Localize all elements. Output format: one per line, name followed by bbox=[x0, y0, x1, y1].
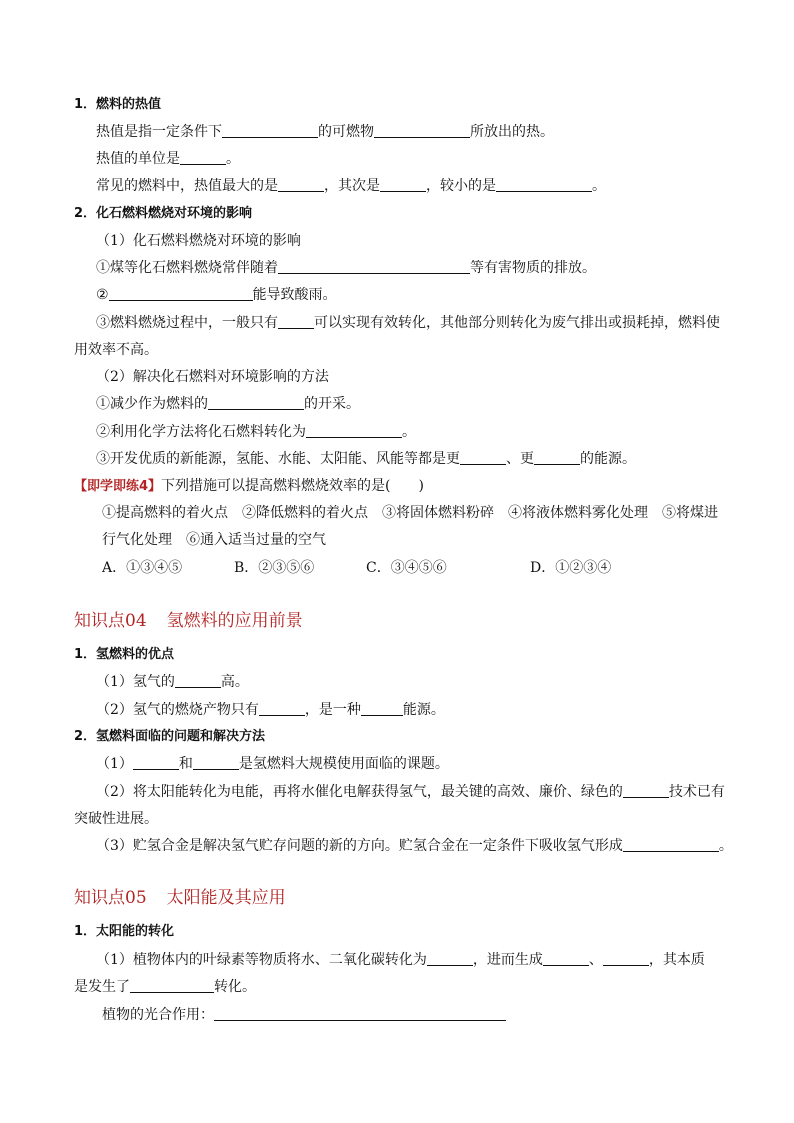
fill-blank[interactable] bbox=[133, 755, 179, 770]
fill-blank[interactable] bbox=[278, 314, 314, 329]
fill-blank[interactable] bbox=[427, 951, 473, 966]
fill-blank[interactable] bbox=[208, 395, 304, 410]
fill-blank[interactable] bbox=[306, 423, 402, 438]
fill-blank[interactable] bbox=[278, 259, 470, 274]
fill-blank[interactable] bbox=[623, 837, 719, 852]
fill-blank[interactable] bbox=[623, 783, 669, 798]
line-hydrogen-adv-1: （1）氢气的 高。 bbox=[96, 674, 249, 690]
practice-items-line-2: 行气化处理 ⑥通入适当过量的空气 bbox=[102, 532, 326, 548]
fill-blank[interactable] bbox=[460, 450, 506, 465]
line-heat-value-ranking: 常见的燃料中，热值最大的是 ，其次是 ，较小的是 。 bbox=[96, 178, 606, 194]
line-solution-2: ②利用化学方法将化石燃料转化为 。 bbox=[96, 424, 416, 440]
heading-fossil-fuel-impact: 2．化石燃料燃烧对环境的影响 bbox=[74, 206, 253, 221]
heading-hydrogen-problems: 2．氢燃料面临的问题和解决方法 bbox=[74, 729, 266, 744]
heading-hydrogen-advantages: 1．氢燃料的优点 bbox=[74, 647, 175, 662]
option-c[interactable]: C．③④⑤⑥ bbox=[366, 560, 447, 576]
fill-blank[interactable] bbox=[543, 951, 589, 966]
fill-blank[interactable] bbox=[130, 978, 214, 993]
line-heat-value-unit: 热值的单位是 。 bbox=[96, 151, 240, 167]
subheading-solutions: （2）解决化石燃料对环境影响的方法 bbox=[96, 369, 329, 385]
line-solar-1: （1）植物体内的叶绿素等物质将水、二氧化碳转化为 ，进而生成 、 ，其本质 bbox=[96, 952, 705, 968]
section-title-k04: 知识点04 氢燃料的应用前景 bbox=[74, 611, 303, 631]
option-a[interactable]: A．①③④⑤ bbox=[102, 560, 183, 576]
subheading-impact: （1）化石燃料燃烧对环境的影响 bbox=[96, 233, 301, 249]
practice-items-line-1: ①提高燃料的着火点 ②降低燃料的着火点 ③将固体燃料粉碎 ④将液体燃料雾化处理 ⑤将煤进 bbox=[102, 505, 718, 521]
heading-solar-conversion: 1．太阳能的转化 bbox=[74, 924, 175, 939]
fill-blank[interactable] bbox=[214, 1006, 506, 1021]
line-solar-1-cont: 是发生了 转化。 bbox=[74, 979, 256, 995]
fill-blank[interactable] bbox=[175, 673, 221, 688]
line-solution-3: ③开发优质的新能源，氢能、水能、太阳能、风能等都是更 、更 的能源。 bbox=[96, 451, 636, 467]
line-heat-value-definition: 热值是指一定条件下 的可燃物 所放出的热。 bbox=[96, 124, 554, 140]
fill-blank[interactable] bbox=[222, 123, 318, 138]
fill-blank[interactable] bbox=[180, 150, 226, 165]
heading-fuel-heat-value: 1．燃料的热值 bbox=[74, 97, 162, 112]
line-hydrogen-prob-2-cont: 突破性进展。 bbox=[74, 811, 158, 827]
fill-blank[interactable] bbox=[109, 286, 253, 301]
fill-blank[interactable] bbox=[361, 701, 403, 716]
line-impact-3-cont: 用效率不高。 bbox=[74, 342, 158, 358]
line-hydrogen-prob-3: （3）贮氢合金是解决氢气贮存问题的新的方向。贮氢合金在一定条件下吸收氢气形成 。 bbox=[96, 838, 733, 854]
line-impact-1: ①煤等化石燃料燃烧常伴随着 等有害物质的排放。 bbox=[96, 260, 596, 276]
fill-blank[interactable] bbox=[374, 123, 470, 138]
fill-blank[interactable] bbox=[496, 177, 592, 192]
option-d[interactable]: D．①②③④ bbox=[530, 560, 612, 576]
practice-question: 【即学即练4】下列措施可以提高燃料燃烧效率的是( ) bbox=[74, 478, 424, 494]
fill-blank[interactable] bbox=[603, 951, 649, 966]
line-photosynthesis: 植物的光合作用： bbox=[102, 1005, 506, 1025]
option-b[interactable]: B．②③⑤⑥ bbox=[234, 560, 315, 576]
fill-blank[interactable] bbox=[534, 450, 580, 465]
line-impact-2: ② 能导致酸雨。 bbox=[96, 287, 337, 303]
fill-blank[interactable] bbox=[278, 177, 324, 192]
line-hydrogen-prob-1: （1） 和 是氢燃料大规模使用面临的课题。 bbox=[96, 756, 449, 772]
fill-blank[interactable] bbox=[193, 755, 239, 770]
practice-tag: 【即学即练4】 bbox=[74, 479, 162, 494]
section-title-k05: 知识点05 太阳能及其应用 bbox=[74, 888, 286, 908]
line-hydrogen-adv-2: （2）氢气的燃烧产物只有 ，是一种 能源。 bbox=[96, 702, 445, 718]
line-impact-3: ③燃料燃烧过程中，一般只有 可以实现有效转化，其他部分则转化为废气排出或损耗掉，燃料使 bbox=[96, 315, 720, 331]
fill-blank[interactable] bbox=[380, 177, 426, 192]
practice-options bbox=[102, 558, 611, 578]
line-solution-1: ①减少作为燃料的 的开采。 bbox=[96, 396, 360, 412]
line-hydrogen-prob-2: （2）将太阳能转化为电能，再将水催化电解获得氢气，最关键的高效、廉价、绿色的 技术已有 bbox=[96, 784, 725, 800]
fill-blank[interactable] bbox=[259, 701, 305, 716]
